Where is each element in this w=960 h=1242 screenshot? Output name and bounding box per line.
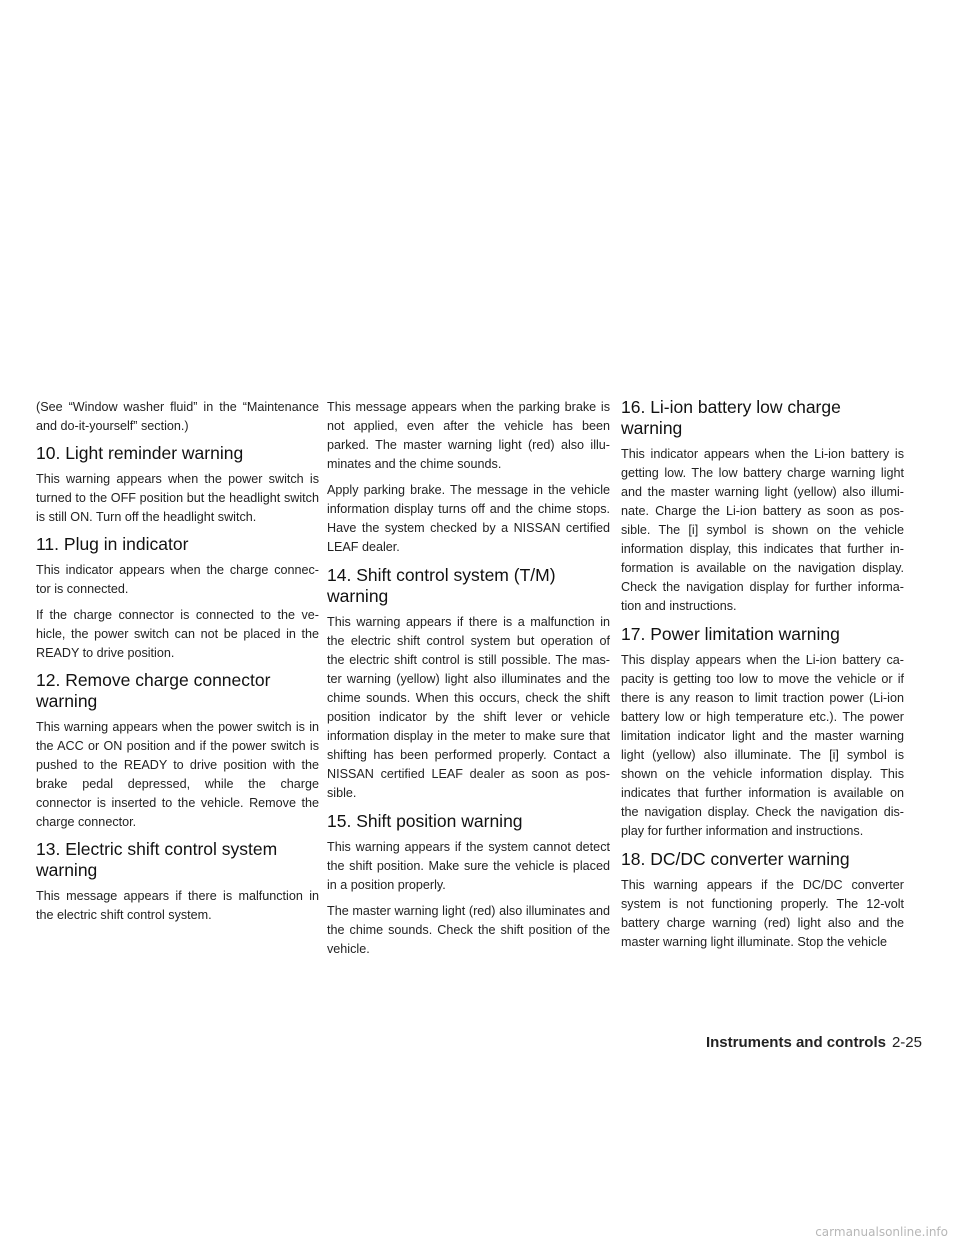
section-13-heading: 13. Electric shift control system warning <box>36 839 278 880</box>
page-number: 2-25 <box>891 1034 922 1051</box>
section-15-paragraph-1: This warning appears if the system cannot detect the shift position. Make sure the vehicle is placed in a position properly. <box>327 840 610 892</box>
section-13-paragraph: This message appears if there is malfunction in the electric shift control system. <box>36 889 319 922</box>
section-15-heading: 15. Shift position warning <box>327 811 523 831</box>
continued-paragraph-1: This message appears when the parking brake is not applied, even after the vehicle has been parked. The master warning light (red) also illu-minates and the chime sounds. <box>327 400 610 471</box>
section-12-paragraph: This warning appears when the power switch is in the ACC or ON position and if the power switch is pushed to the READY to drive position with the brake pedal depressed, while the charge connector is inserted to the vehicle. Remove the charge connector. <box>36 720 319 829</box>
section-18-paragraph: This warning appears if the DC/DC converter system is not functioning properly. The 12-volt battery charge warning (red) light also and the master warning light illuminate. Stop the vehicle <box>621 878 904 949</box>
section-16-paragraph: This indicator appears when the Li-ion battery is getting low. The low battery charge warning light and the master warning light (yellow) also illumi-nate. Charge the Li-ion battery as soon as pos-sible. The [i] symbol is shown on the vehicle information display, this indicates that further in-formation is available on the navigation display. Check the navigation display for further informa-tion and instructions. <box>621 447 904 613</box>
section-14-heading: 14. Shift control system (T/M) warning <box>327 565 556 606</box>
section-10-heading: 10. Light reminder warning <box>36 443 244 463</box>
section-14-paragraph: This warning appears if there is a malfunction in the electric shift control system but operation of the electric shift control is still possible. The mas-ter warning (yellow) light also illuminates and the chime sounds. When this occurs, check the shift position indicator by the shift lever or vehicle information display in the meter to make sure that shifting has been performed properly. Contact a NISSAN certified LEAF dealer as soon as pos-sible. <box>327 615 610 800</box>
section-17-paragraph: This display appears when the Li-ion battery ca-pacity is getting too low to move the vehicle or if there is any reason to limit traction power (Li-ion battery low or high temperature etc.). The power limitation indicator light and the master warning light (yellow) also illuminate. The [i] symbol is shown on the vehicle information display. This indicates that further information is available on the navigation display. Check the navigation dis-play for further information and instructions. <box>621 653 904 838</box>
section-12-heading: 12. Remove charge connector warning <box>36 670 271 711</box>
section-18-heading: 18. DC/DC converter warning <box>621 849 850 869</box>
column-1 <box>36 398 319 932</box>
section-16-heading: 16. Li-ion battery low charge warning <box>621 397 841 438</box>
section-11-heading: 11. Plug in indicator <box>36 534 189 554</box>
section-11-paragraph-2: If the charge connector is connected to the ve-hicle, the power switch can not be placed in the READY to drive position. <box>36 608 319 660</box>
section-10-paragraph: This warning appears when the power switch is turned to the OFF position but the headlight switch is still ON. Turn off the headlight switch. <box>36 472 319 524</box>
intro-paragraph: (See “Window washer fluid” in the “Maintenance and do-it-yourself” section.) <box>36 400 319 433</box>
watermark-bar <box>0 1222 960 1242</box>
section-15-paragraph-2: The master warning light (red) also illuminates and the chime sounds. Check the shift position of the vehicle. <box>327 904 610 956</box>
column-2 <box>327 398 610 966</box>
section-17-heading: 17. Power limitation warning <box>621 624 840 644</box>
section-11-paragraph-1: This indicator appears when the charge connec-tor is connected. <box>36 563 319 596</box>
watermark-text: carmanualsonline.info <box>815 1225 948 1239</box>
page-footer <box>706 1034 922 1051</box>
footer-section-title: Instruments and controls <box>705 1034 886 1051</box>
continued-paragraph-2: Apply parking brake. The message in the vehicle information display turns off and the chime stops. Have the system checked by a NISSAN certified LEAF dealer. <box>327 483 610 554</box>
column-3 <box>621 398 904 959</box>
